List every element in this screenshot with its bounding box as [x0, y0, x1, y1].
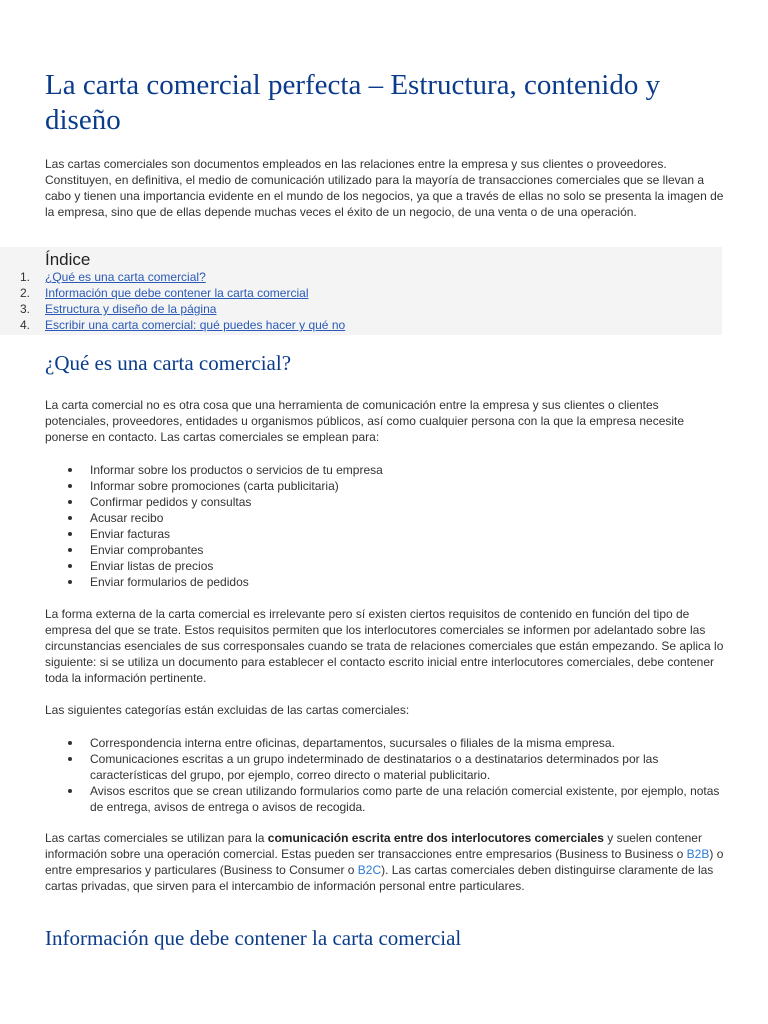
paragraph-text: y suelen contener información sobre una operación comercial. Estas pueden ser transacciones entre empresarios (Business to Business o [45, 831, 702, 861]
page-title: La carta comercial perfecta – Estructura, contenido y diseño [45, 69, 661, 136]
list-item: Enviar facturas [45, 526, 725, 542]
table-of-contents [0, 247, 722, 335]
toc-number: 3. [20, 302, 31, 316]
toc-title: Índice [45, 250, 91, 269]
paragraph-text: ). Las cartas comerciales deben distinguirse claramente de las cartas privadas, que sirven para el intercambio de información personal entre particulares. [45, 863, 714, 893]
toc-link-escribir[interactable]: Escribir una carta comercial: qué puedes hacer y qué no [45, 318, 346, 332]
toc-link-estructura[interactable]: Estructura y diseño de la página [45, 302, 217, 316]
list-item: Acusar recibo [45, 510, 725, 526]
bold-text: comunicación escrita entre dos interlocutores comerciales [267, 831, 604, 845]
list-item: Enviar comprobantes [45, 542, 725, 558]
list-item: Avisos escritos que se crean utilizando formularios como parte de una relación comercial existente, por ejemplo, notas de entrega, avisos de entrega o avisos de recogida. [45, 783, 725, 815]
paragraph-text: ) o entre empresarios y particulares (Business to Consumer o [45, 847, 724, 877]
list-item: Informar sobre promociones (carta publicitaria) [45, 478, 725, 494]
list-item: Confirmar pedidos y consultas [45, 494, 725, 510]
uses-list [45, 462, 725, 590]
toc-link-que-es[interactable]: ¿Qué es una carta comercial? [45, 270, 206, 284]
section1-paragraph-2: La forma externa de la carta comercial es irrelevante pero sí existen ciertos requisitos de contenido en función del tipo de empresa del que se trate. Estos requisitos permiten que los interlocutores comerciales se informen por adelantado sobre las circunstancias esenciales de sus corresponsales cuando se trata de relaciones comerciales que están empezando. Se aplica lo siguiente: si se utiliza un documento para establecer el contacto escrito inicial entre interlocutores comerciales, debe contener toda la información pertinente. [45, 607, 724, 685]
excluded-list [45, 735, 725, 815]
toc-number: 2. [20, 286, 31, 300]
list-item: Enviar formularios de pedidos [45, 574, 725, 590]
intro-paragraph: Las cartas comerciales son documentos empleados en las relaciones entre la empresa y sus clientes o proveedores. Constituyen, en definitiva, el medio de comunicación utilizado para la mayoría de transacciones comerciales que se llevan a cabo y tienen una importancia evidente en el mundo de los negocios, ya que a través de ellas no solo se presenta la imagen de la empresa, sino que de ellas depende muchas veces el éxito de un negocio, de una venta o de una operación. [45, 157, 724, 219]
b2b-link[interactable]: B2B [686, 847, 710, 861]
section1-paragraph-1: La carta comercial no es otra cosa que una herramienta de comunicación entre la empresa y sus clientes o clientes potenciales, proveedores, entidades u organismos públicos, así como cualquier persona con la que la empresa necesite ponerse en contacto. Las cartas comerciales se emplean para: [45, 398, 685, 444]
section-heading-informacion: Información que debe contener la carta comercial [45, 926, 462, 950]
paragraph-text: Las cartas comerciales se utilizan para la [45, 831, 268, 845]
list-item: Correspondencia interna entre oficinas, departamentos, sucursales o filiales de la misma empresa. [45, 735, 725, 751]
toc-number: 4. [20, 318, 31, 332]
list-item: Comunicaciones escritas a un grupo indeterminado de destinatarios o a destinatarios determinados por las características del grupo, por ejemplo, correo directo o material publicitario. [45, 751, 725, 783]
section1-paragraph-4 [45, 830, 725, 894]
section1-paragraph-3: Las siguientes categorías están excluidas de las cartas comerciales: [45, 703, 410, 717]
toc-number: 1. [20, 270, 31, 284]
list-item: Enviar listas de precios [45, 558, 725, 574]
toc-link-informacion[interactable]: Información que debe contener la carta comercial [45, 286, 309, 300]
b2c-link[interactable]: B2C [357, 863, 382, 877]
list-item: Informar sobre los productos o servicios de tu empresa [45, 462, 725, 478]
section-heading-que-es: ¿Qué es una carta comercial? [45, 351, 292, 375]
